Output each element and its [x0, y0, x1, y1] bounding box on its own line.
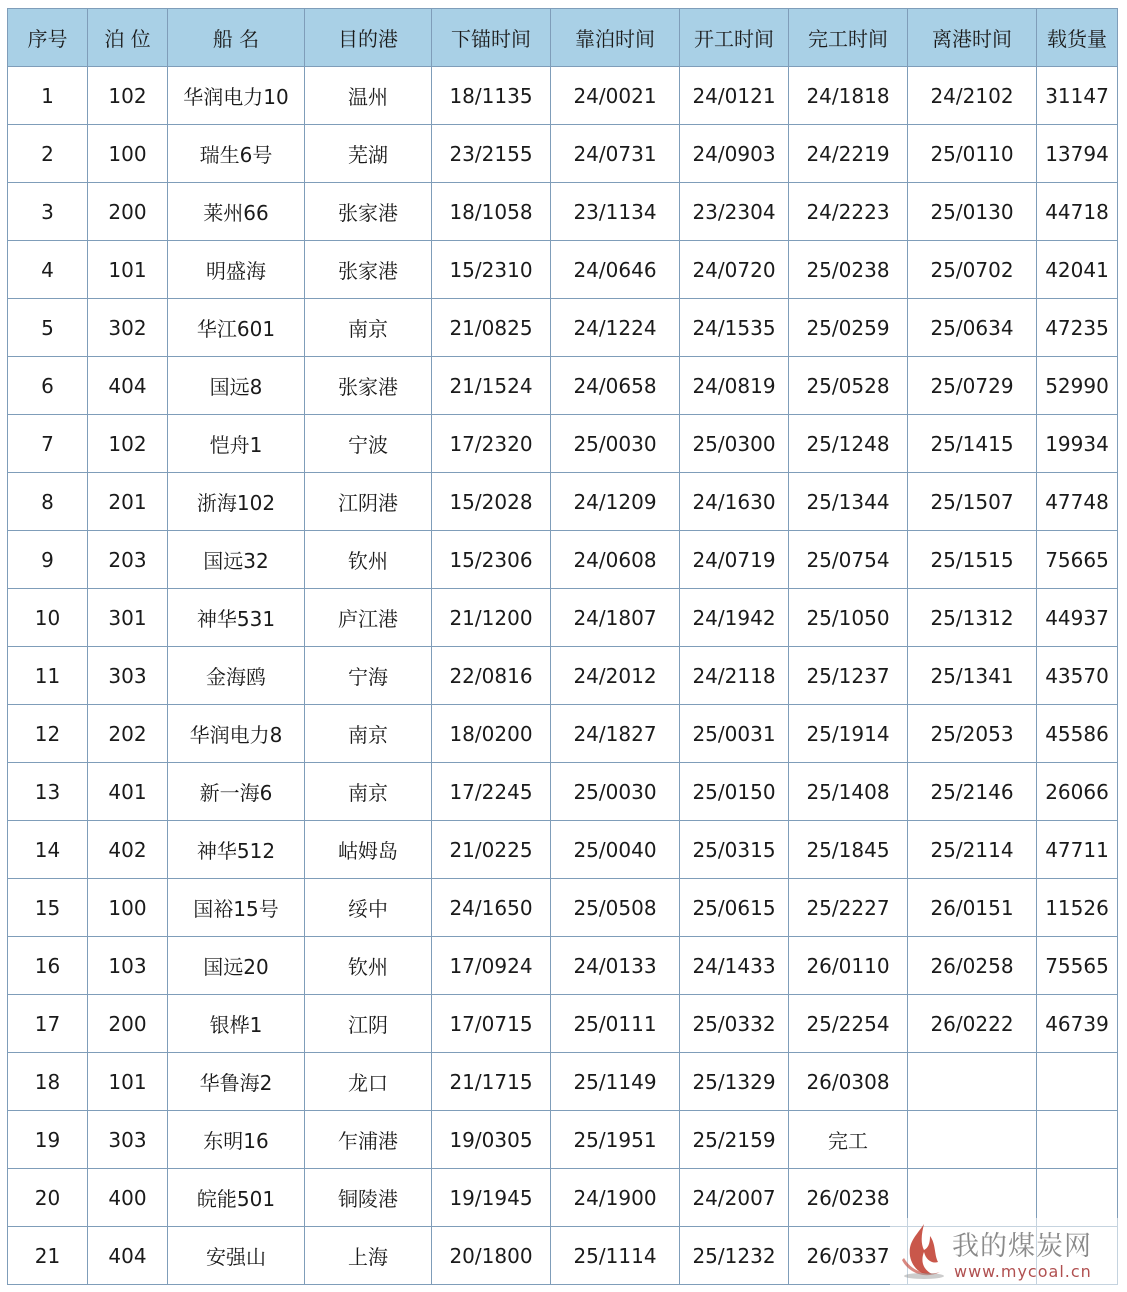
cell-cargo-volume: 47748 [1037, 473, 1118, 531]
cell-index: 18 [8, 1053, 88, 1111]
cell-departure-time: 25/1515 [908, 531, 1037, 589]
col-header-index: 序号 [8, 9, 88, 67]
cell-berthing-time: 24/1900 [551, 1169, 680, 1227]
table-row [8, 531, 1118, 589]
cell-ship-name: 浙海102 [168, 473, 305, 531]
cell-start-time: 25/1232 [680, 1227, 789, 1285]
cell-finish-time: 26/0337 [789, 1227, 908, 1285]
berth-schedule-table [7, 8, 1118, 1285]
cell-index: 7 [8, 415, 88, 473]
cell-index: 6 [8, 357, 88, 415]
cell-destination: 绥中 [305, 879, 432, 937]
cell-berthing-time: 24/0608 [551, 531, 680, 589]
cell-departure-time [908, 1053, 1037, 1111]
cell-anchor-time: 24/1650 [432, 879, 551, 937]
table-row [8, 995, 1118, 1053]
cell-start-time: 24/0719 [680, 531, 789, 589]
table-row [8, 879, 1118, 937]
cell-start-time: 24/0720 [680, 241, 789, 299]
table-row [8, 357, 1118, 415]
cell-index: 12 [8, 705, 88, 763]
cell-departure-time: 25/1415 [908, 415, 1037, 473]
cell-anchor-time: 15/2310 [432, 241, 551, 299]
cell-index: 19 [8, 1111, 88, 1169]
cell-start-time: 25/0315 [680, 821, 789, 879]
cell-finish-time: 24/1818 [789, 67, 908, 125]
cell-finish-time: 25/1845 [789, 821, 908, 879]
cell-finish-time: 25/1914 [789, 705, 908, 763]
cell-finish-time: 26/0110 [789, 937, 908, 995]
cell-destination: 江阴 [305, 995, 432, 1053]
cell-finish-time: 26/0238 [789, 1169, 908, 1227]
cell-berth: 103 [88, 937, 168, 995]
cell-destination: 张家港 [305, 357, 432, 415]
cell-ship-name: 国远8 [168, 357, 305, 415]
cell-ship-name: 新一海6 [168, 763, 305, 821]
cell-start-time: 25/1329 [680, 1053, 789, 1111]
cell-cargo-volume: 26066 [1037, 763, 1118, 821]
cell-anchor-time: 21/0825 [432, 299, 551, 357]
cell-berth: 404 [88, 357, 168, 415]
cell-destination: 宁海 [305, 647, 432, 705]
cell-berth: 200 [88, 183, 168, 241]
col-header-departure-time: 离港时间 [908, 9, 1037, 67]
flame-logo-icon [894, 1220, 950, 1282]
col-header-berthing-time: 靠泊时间 [551, 9, 680, 67]
cell-ship-name: 国裕15号 [168, 879, 305, 937]
cell-anchor-time: 23/2155 [432, 125, 551, 183]
cell-departure-time: 25/2053 [908, 705, 1037, 763]
cell-ship-name: 东明16 [168, 1111, 305, 1169]
cell-destination: 龙口 [305, 1053, 432, 1111]
cell-anchor-time: 22/0816 [432, 647, 551, 705]
table-row [8, 415, 1118, 473]
cell-index: 13 [8, 763, 88, 821]
col-header-cargo-volume: 载货量 [1037, 9, 1118, 67]
cell-anchor-time: 20/1800 [432, 1227, 551, 1285]
cell-cargo-volume: 47711 [1037, 821, 1118, 879]
cell-index: 5 [8, 299, 88, 357]
cell-destination: 岵姆岛 [305, 821, 432, 879]
col-header-anchor-time: 下锚时间 [432, 9, 551, 67]
table-row [8, 937, 1118, 995]
cell-ship-name: 银桦1 [168, 995, 305, 1053]
cell-berth: 302 [88, 299, 168, 357]
cell-index: 16 [8, 937, 88, 995]
cell-destination: 南京 [305, 705, 432, 763]
cell-berth: 102 [88, 67, 168, 125]
cell-berth: 201 [88, 473, 168, 531]
cell-anchor-time: 17/2320 [432, 415, 551, 473]
cell-berth: 203 [88, 531, 168, 589]
cell-finish-time: 25/0528 [789, 357, 908, 415]
cell-berthing-time: 25/0030 [551, 415, 680, 473]
cell-anchor-time: 21/1715 [432, 1053, 551, 1111]
cell-berthing-time: 24/0646 [551, 241, 680, 299]
cell-finish-time: 25/0259 [789, 299, 908, 357]
cell-start-time: 25/0332 [680, 995, 789, 1053]
table-row [8, 67, 1118, 125]
cell-berthing-time: 24/0658 [551, 357, 680, 415]
cell-destination: 张家港 [305, 183, 432, 241]
cell-berthing-time: 25/0111 [551, 995, 680, 1053]
cell-finish-time: 25/1344 [789, 473, 908, 531]
table-row [8, 821, 1118, 879]
cell-departure-time: 25/0110 [908, 125, 1037, 183]
cell-anchor-time: 17/0715 [432, 995, 551, 1053]
cell-ship-name: 华润电力8 [168, 705, 305, 763]
cell-destination: 温州 [305, 67, 432, 125]
cell-berthing-time: 25/0030 [551, 763, 680, 821]
table-row [8, 763, 1118, 821]
cell-berthing-time: 24/0731 [551, 125, 680, 183]
cell-berthing-time: 25/1149 [551, 1053, 680, 1111]
cell-start-time: 24/1942 [680, 589, 789, 647]
cell-berth: 202 [88, 705, 168, 763]
cell-departure-time: 25/2114 [908, 821, 1037, 879]
cell-destination: 钦州 [305, 531, 432, 589]
cell-destination: 上海 [305, 1227, 432, 1285]
cell-cargo-volume: 52990 [1037, 357, 1118, 415]
table-row [8, 183, 1118, 241]
table-row [8, 1053, 1118, 1111]
cell-cargo-volume: 11526 [1037, 879, 1118, 937]
cell-anchor-time: 19/0305 [432, 1111, 551, 1169]
cell-ship-name: 神华512 [168, 821, 305, 879]
cell-finish-time: 完工 [789, 1111, 908, 1169]
cell-berthing-time: 23/1134 [551, 183, 680, 241]
cell-start-time: 25/2159 [680, 1111, 789, 1169]
cell-start-time: 24/1433 [680, 937, 789, 995]
cell-berth: 401 [88, 763, 168, 821]
cell-cargo-volume [1037, 1053, 1118, 1111]
cell-departure-time: 25/0729 [908, 357, 1037, 415]
cell-berthing-time: 24/1209 [551, 473, 680, 531]
header-row [8, 9, 1118, 67]
cell-berthing-time: 25/1951 [551, 1111, 680, 1169]
cell-cargo-volume: 13794 [1037, 125, 1118, 183]
cell-departure-time: 25/0130 [908, 183, 1037, 241]
cell-start-time: 25/0150 [680, 763, 789, 821]
cell-departure-time: 25/1312 [908, 589, 1037, 647]
cell-index: 15 [8, 879, 88, 937]
cell-departure-time: 26/0151 [908, 879, 1037, 937]
cell-cargo-volume: 19934 [1037, 415, 1118, 473]
cell-berth: 404 [88, 1227, 168, 1285]
cell-finish-time: 25/1248 [789, 415, 908, 473]
cell-index: 14 [8, 821, 88, 879]
cell-berthing-time: 25/0508 [551, 879, 680, 937]
cell-destination: 江阴港 [305, 473, 432, 531]
cell-berthing-time: 24/1827 [551, 705, 680, 763]
cell-ship-name: 恺舟1 [168, 415, 305, 473]
table-row [8, 125, 1118, 183]
cell-departure-time: 26/0258 [908, 937, 1037, 995]
cell-ship-name: 华鲁海2 [168, 1053, 305, 1111]
cell-index: 20 [8, 1169, 88, 1227]
cell-anchor-time: 19/1945 [432, 1169, 551, 1227]
cell-cargo-volume: 44718 [1037, 183, 1118, 241]
cell-cargo-volume: 43570 [1037, 647, 1118, 705]
cell-berthing-time: 24/1807 [551, 589, 680, 647]
cell-anchor-time: 17/2245 [432, 763, 551, 821]
cell-start-time: 24/0903 [680, 125, 789, 183]
cell-start-time: 23/2304 [680, 183, 789, 241]
cell-destination: 南京 [305, 763, 432, 821]
cell-berth: 100 [88, 125, 168, 183]
cell-berth: 102 [88, 415, 168, 473]
cell-berth: 200 [88, 995, 168, 1053]
cell-cargo-volume: 45586 [1037, 705, 1118, 763]
cell-departure-time: 25/0702 [908, 241, 1037, 299]
cell-anchor-time: 21/1200 [432, 589, 551, 647]
watermark-url: www.mycoal.cn [954, 1262, 1092, 1281]
col-header-destination: 目的港 [305, 9, 432, 67]
cell-index: 3 [8, 183, 88, 241]
cell-departure-time: 26/0222 [908, 995, 1037, 1053]
cell-cargo-volume: 46739 [1037, 995, 1118, 1053]
cell-start-time: 24/0121 [680, 67, 789, 125]
cell-berthing-time: 24/1224 [551, 299, 680, 357]
cell-finish-time: 25/2227 [789, 879, 908, 937]
cell-finish-time: 24/2219 [789, 125, 908, 183]
cell-index: 11 [8, 647, 88, 705]
cell-ship-name: 金海鸥 [168, 647, 305, 705]
cell-finish-time: 25/1237 [789, 647, 908, 705]
cell-cargo-volume: 42041 [1037, 241, 1118, 299]
cell-anchor-time: 15/2028 [432, 473, 551, 531]
cell-start-time: 25/0300 [680, 415, 789, 473]
cell-berthing-time: 25/0040 [551, 821, 680, 879]
cell-departure-time: 24/2102 [908, 67, 1037, 125]
cell-berthing-time: 25/1114 [551, 1227, 680, 1285]
cell-start-time: 24/1630 [680, 473, 789, 531]
cell-destination: 铜陵港 [305, 1169, 432, 1227]
cell-departure-time: 25/1341 [908, 647, 1037, 705]
cell-index: 17 [8, 995, 88, 1053]
cell-anchor-time: 18/1135 [432, 67, 551, 125]
cell-index: 9 [8, 531, 88, 589]
cell-destination: 南京 [305, 299, 432, 357]
cell-departure-time [908, 1111, 1037, 1169]
cell-start-time: 25/0031 [680, 705, 789, 763]
cell-index: 8 [8, 473, 88, 531]
cell-ship-name: 莱州66 [168, 183, 305, 241]
cell-ship-name: 皖能501 [168, 1169, 305, 1227]
col-header-finish-time: 完工时间 [789, 9, 908, 67]
cell-index: 10 [8, 589, 88, 647]
cell-departure-time: 25/1507 [908, 473, 1037, 531]
table-row [8, 647, 1118, 705]
cell-ship-name: 华江601 [168, 299, 305, 357]
cell-cargo-volume: 75665 [1037, 531, 1118, 589]
cell-index: 2 [8, 125, 88, 183]
cell-berth: 301 [88, 589, 168, 647]
cell-destination: 庐江港 [305, 589, 432, 647]
cell-berthing-time: 24/0133 [551, 937, 680, 995]
table-row [8, 705, 1118, 763]
cell-cargo-volume: 31147 [1037, 67, 1118, 125]
cell-start-time: 24/0819 [680, 357, 789, 415]
cell-finish-time: 25/1408 [789, 763, 908, 821]
cell-finish-time: 25/0238 [789, 241, 908, 299]
cell-destination: 宁波 [305, 415, 432, 473]
col-header-start-time: 开工时间 [680, 9, 789, 67]
cell-destination: 乍浦港 [305, 1111, 432, 1169]
cell-finish-time: 24/2223 [789, 183, 908, 241]
cell-finish-time: 25/2254 [789, 995, 908, 1053]
table-row [8, 473, 1118, 531]
cell-anchor-time: 18/1058 [432, 183, 551, 241]
cell-ship-name: 安强山 [168, 1227, 305, 1285]
cell-cargo-volume: 47235 [1037, 299, 1118, 357]
cell-ship-name: 国远20 [168, 937, 305, 995]
cell-berth: 101 [88, 241, 168, 299]
table-header [8, 9, 1118, 67]
cell-destination: 芜湖 [305, 125, 432, 183]
watermark-site-name: 我的煤炭网 [952, 1231, 1092, 1262]
table-row [8, 299, 1118, 357]
cell-ship-name: 明盛海 [168, 241, 305, 299]
cell-berth: 402 [88, 821, 168, 879]
cell-berth: 100 [88, 879, 168, 937]
cell-finish-time: 25/1050 [789, 589, 908, 647]
cell-finish-time: 25/0754 [789, 531, 908, 589]
cell-berth: 400 [88, 1169, 168, 1227]
cell-ship-name: 瑞生6号 [168, 125, 305, 183]
cell-start-time: 25/0615 [680, 879, 789, 937]
cell-index: 4 [8, 241, 88, 299]
cell-cargo-volume: 44937 [1037, 589, 1118, 647]
table-body [8, 67, 1118, 1285]
cell-departure-time: 25/0634 [908, 299, 1037, 357]
table-row [8, 241, 1118, 299]
cell-departure-time: 25/2146 [908, 763, 1037, 821]
cell-finish-time: 26/0308 [789, 1053, 908, 1111]
cell-index: 21 [8, 1227, 88, 1285]
col-header-berth: 泊 位 [88, 9, 168, 67]
cell-start-time: 24/2118 [680, 647, 789, 705]
col-header-ship-name: 船 名 [168, 9, 305, 67]
cell-start-time: 24/1535 [680, 299, 789, 357]
cell-anchor-time: 17/0924 [432, 937, 551, 995]
cell-anchor-time: 21/1524 [432, 357, 551, 415]
cell-destination: 钦州 [305, 937, 432, 995]
cell-berthing-time: 24/0021 [551, 67, 680, 125]
cell-destination: 张家港 [305, 241, 432, 299]
cell-anchor-time: 18/0200 [432, 705, 551, 763]
cell-cargo-volume [1037, 1111, 1118, 1169]
cell-ship-name: 华润电力10 [168, 67, 305, 125]
cell-index: 1 [8, 67, 88, 125]
cell-berth: 303 [88, 647, 168, 705]
cell-cargo-volume: 75565 [1037, 937, 1118, 995]
cell-anchor-time: 15/2306 [432, 531, 551, 589]
cell-berth: 101 [88, 1053, 168, 1111]
cell-anchor-time: 21/0225 [432, 821, 551, 879]
cell-berthing-time: 24/2012 [551, 647, 680, 705]
table-row [8, 589, 1118, 647]
cell-ship-name: 国远32 [168, 531, 305, 589]
table-row [8, 1111, 1118, 1169]
cell-start-time: 24/2007 [680, 1169, 789, 1227]
cell-ship-name: 神华531 [168, 589, 305, 647]
cell-berth: 303 [88, 1111, 168, 1169]
watermark [890, 1218, 1120, 1288]
